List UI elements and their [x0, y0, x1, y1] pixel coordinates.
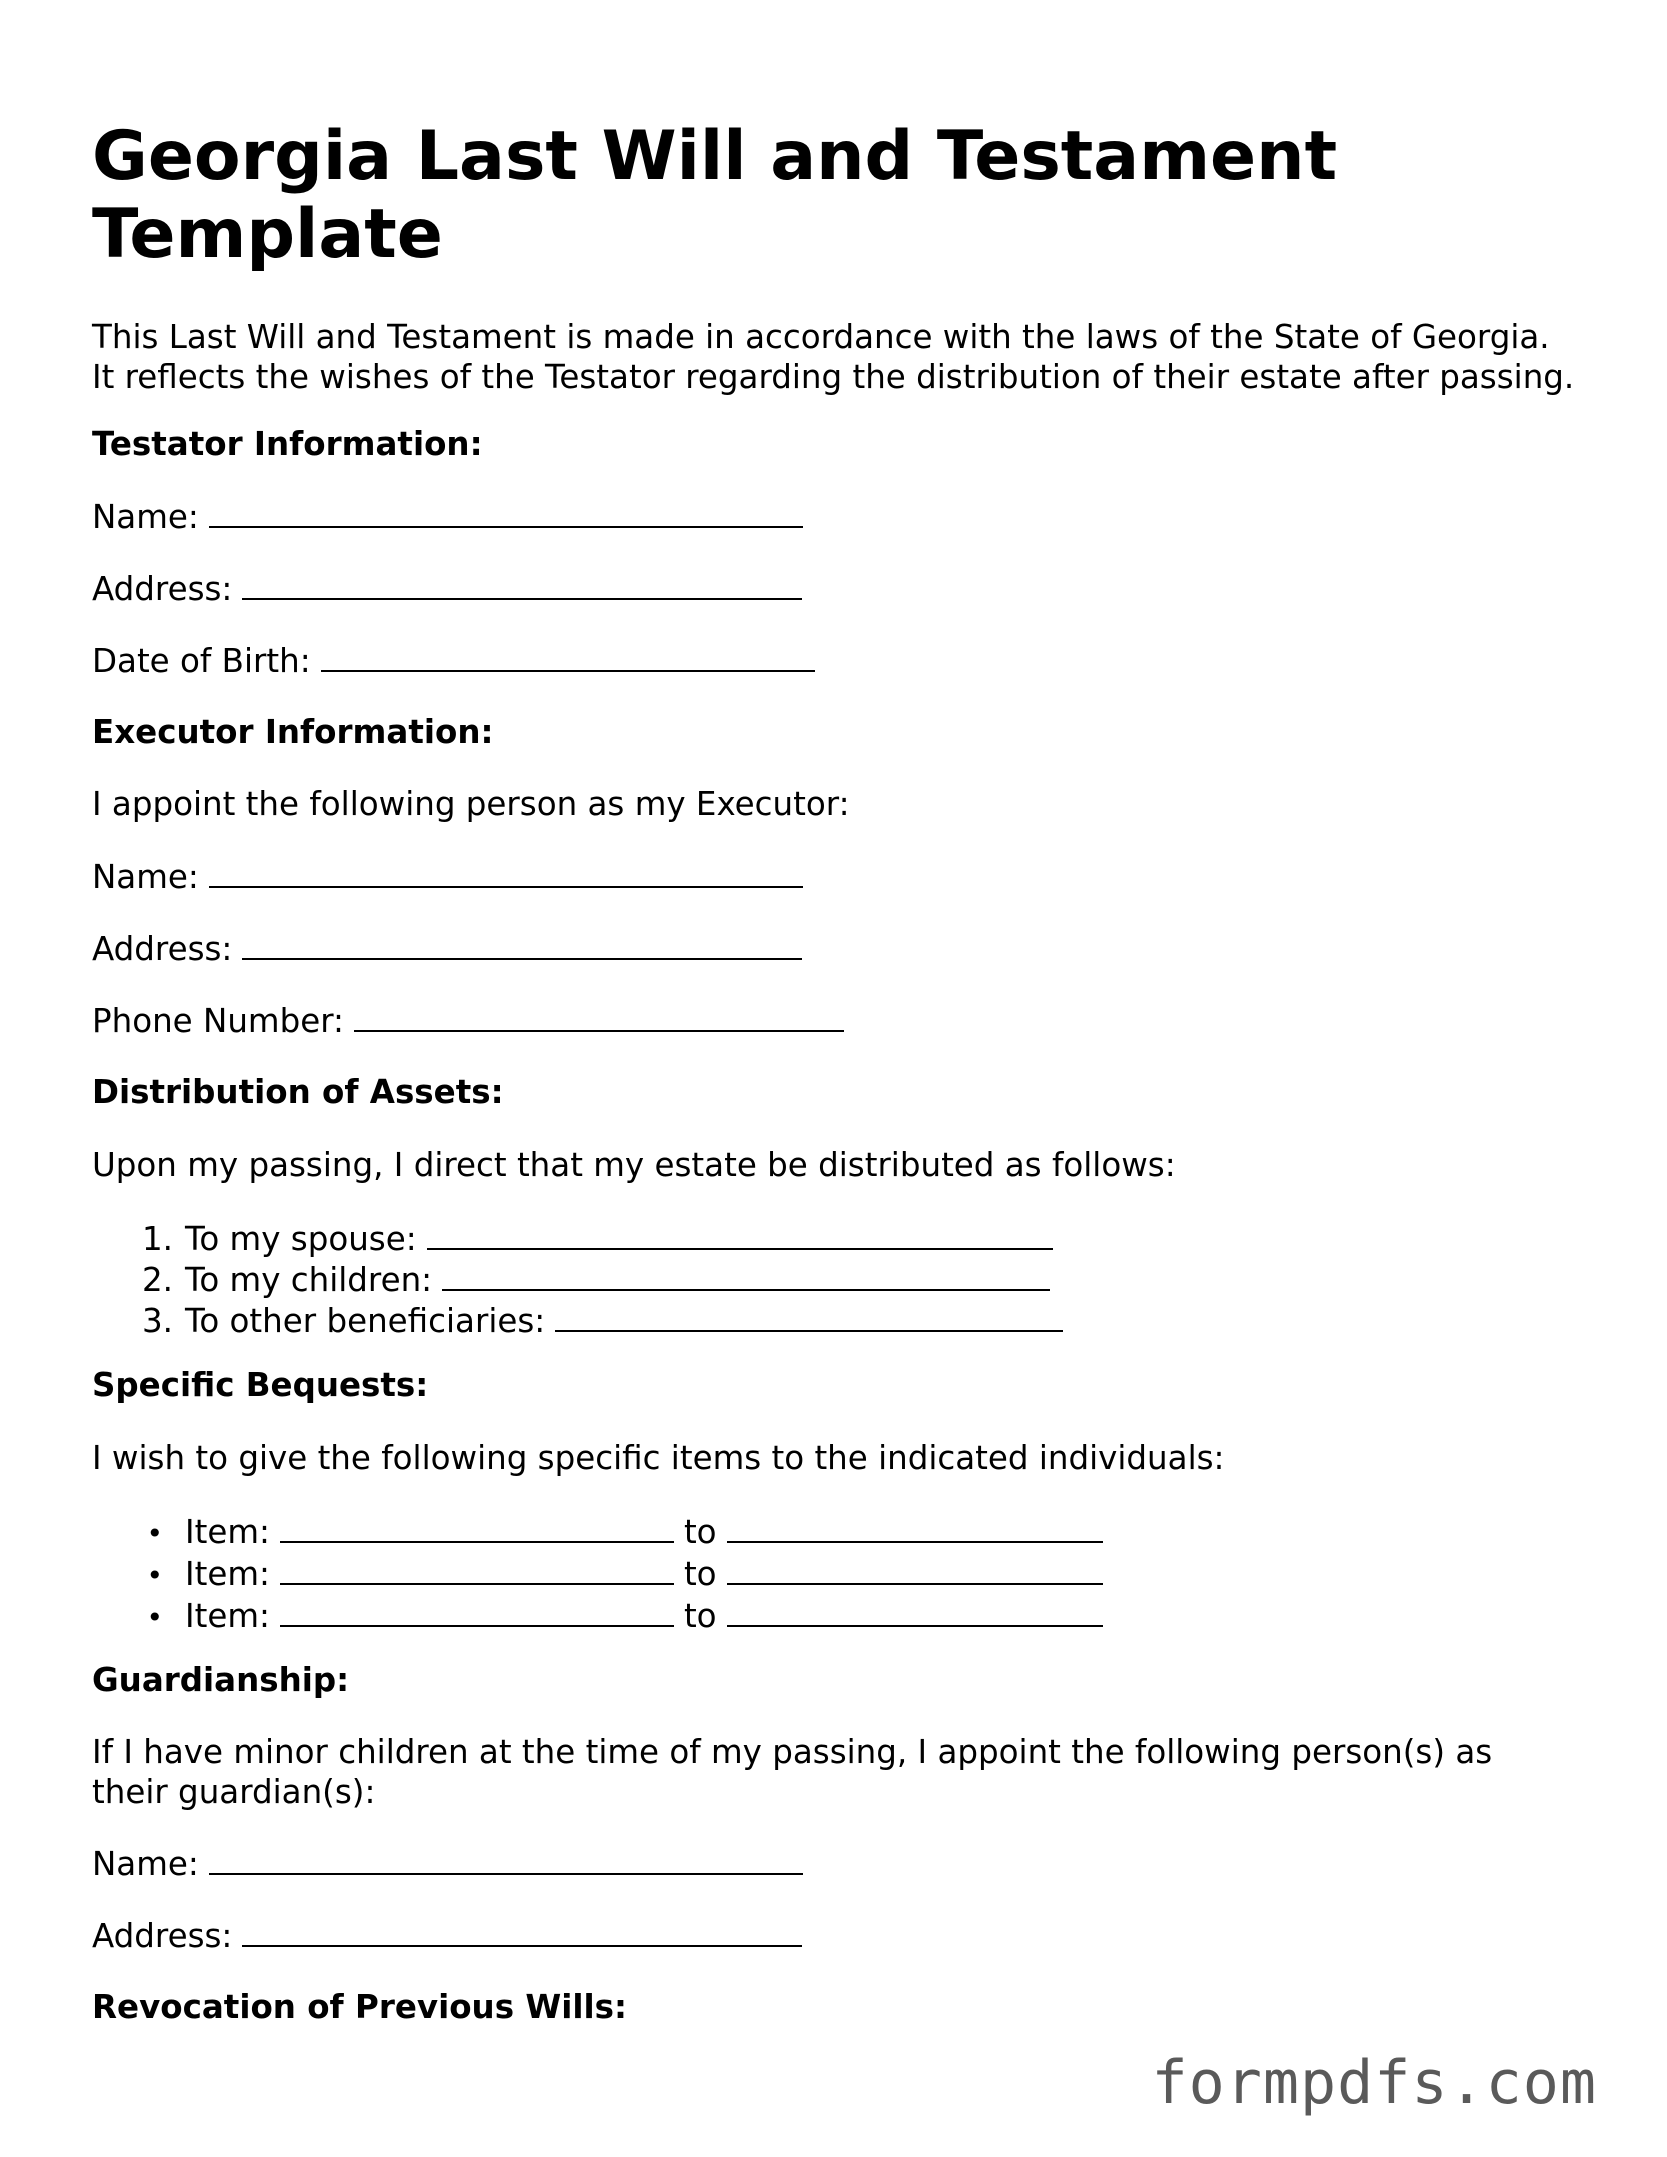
item-label: Item: — [185, 1555, 270, 1593]
list-item — [92, 1511, 1103, 1553]
executor-phone-label: Phone Number: — [92, 1002, 344, 1040]
guardianship-statement-line-2: their guardian(s): — [92, 1773, 376, 1811]
list-item-label: To my spouse: — [185, 1220, 417, 1258]
document-title: Georgia Last Will and Testament Template — [92, 117, 1338, 274]
item-label: Item: — [185, 1597, 270, 1635]
executor-phone-blank[interactable] — [354, 1000, 844, 1032]
testator-address-blank[interactable] — [242, 568, 802, 600]
recipient-blank[interactable] — [727, 1511, 1103, 1543]
list-item — [92, 1553, 1103, 1595]
testator-address-label: Address: — [92, 570, 233, 608]
to-label: to — [683, 1555, 717, 1593]
executor-address-blank[interactable] — [242, 928, 802, 960]
guardianship-heading: Guardianship: — [92, 1661, 350, 1699]
bullet-icon: • — [146, 1517, 163, 1550]
bequests-list — [92, 1511, 1103, 1637]
executor-address-label: Address: — [92, 930, 233, 968]
recipient-blank[interactable] — [727, 1595, 1103, 1627]
executor-name-blank[interactable] — [209, 856, 803, 888]
guardian-address-row — [92, 1915, 802, 1956]
list-item — [92, 1259, 1063, 1300]
testator-dob-blank[interactable] — [321, 640, 815, 672]
guardian-address-blank[interactable] — [242, 1915, 802, 1947]
bequests-statement: I wish to give the following specific items to the indicated individuals: — [92, 1439, 1225, 1477]
to-label: to — [683, 1513, 717, 1551]
bullet-icon: • — [146, 1601, 163, 1634]
bequests-heading: Specific Bequests: — [92, 1366, 429, 1404]
testator-name-row — [92, 496, 803, 537]
guardianship-statement-line-1: If I have minor children at the time of my passing, I appoint the following person(s) as — [92, 1733, 1493, 1771]
other-beneficiaries-blank[interactable] — [555, 1300, 1063, 1332]
item-label: Item: — [185, 1513, 270, 1551]
guardian-name-blank[interactable] — [209, 1843, 803, 1875]
list-item — [92, 1595, 1103, 1637]
item-blank[interactable] — [280, 1511, 674, 1543]
children-blank[interactable] — [442, 1259, 1050, 1291]
executor-address-row — [92, 928, 802, 969]
to-label: to — [683, 1597, 717, 1635]
list-item — [92, 1300, 1063, 1341]
testator-name-blank[interactable] — [209, 496, 803, 528]
intro-line-2: It reflects the wishes of the Testator regarding the distribution of their estate after passing. — [92, 358, 1575, 396]
list-marker: 1. — [141, 1220, 173, 1258]
item-blank[interactable] — [280, 1595, 674, 1627]
distribution-heading: Distribution of Assets: — [92, 1073, 504, 1111]
executor-phone-row — [92, 1000, 844, 1041]
list-marker: 3. — [141, 1302, 173, 1340]
recipient-blank[interactable] — [727, 1553, 1103, 1585]
guardian-name-row — [92, 1843, 803, 1884]
distribution-list — [92, 1218, 1063, 1341]
executor-heading: Executor Information: — [92, 713, 494, 751]
intro-line-1: This Last Will and Testament is made in accordance with the laws of the State of Georgia. — [92, 318, 1550, 356]
executor-name-row — [92, 856, 803, 897]
item-blank[interactable] — [280, 1553, 674, 1585]
testator-heading: Testator Information: — [92, 425, 483, 463]
distribution-statement: Upon my passing, I direct that my estate be distributed as follows: — [92, 1146, 1176, 1184]
list-item — [92, 1218, 1063, 1259]
list-item-label: To other beneficiaries: — [185, 1302, 546, 1340]
revocation-heading: Revocation of Previous Wills: — [92, 1988, 627, 2026]
testator-dob-label: Date of Birth: — [92, 642, 311, 680]
guardian-name-label: Name: — [92, 1845, 199, 1883]
watermark-text: formpdfs.com — [1151, 2048, 1597, 2118]
guardian-address-label: Address: — [92, 1917, 233, 1955]
list-item-label: To my children: — [185, 1261, 433, 1299]
list-marker: 2. — [141, 1261, 173, 1299]
spouse-blank[interactable] — [427, 1218, 1053, 1250]
intro-paragraph — [92, 317, 1574, 397]
executor-statement: I appoint the following person as my Executor: — [92, 785, 850, 823]
executor-name-label: Name: — [92, 858, 199, 896]
testator-address-row — [92, 568, 802, 609]
testator-dob-row — [92, 640, 815, 681]
testator-name-label: Name: — [92, 498, 199, 536]
bullet-icon: • — [146, 1559, 163, 1592]
